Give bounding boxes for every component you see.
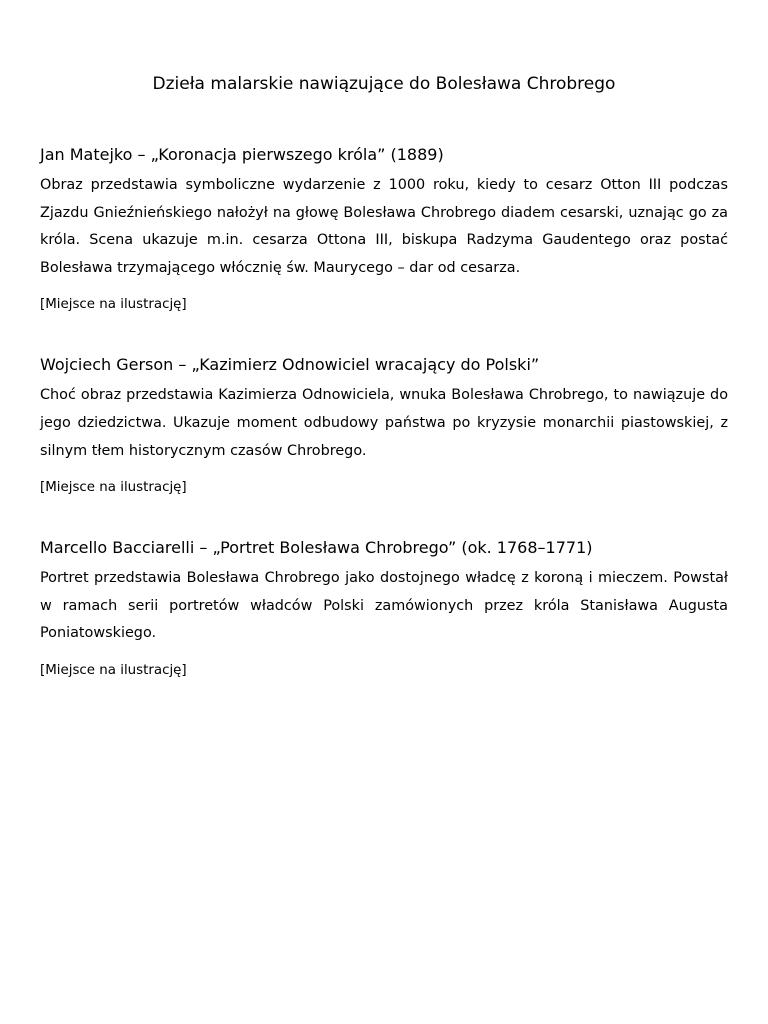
section-heading: Marcello Bacciarelli – „Portret Bolesława Chrobrego” (ok. 1768–1771): [40, 538, 593, 558]
document-title: Dzieła malarskie nawiązujące do Bolesława Chrobrego: [152, 74, 616, 94]
section-bacciarelli: [40, 497, 728, 680]
section-heading: Wojciech Gerson – „Kazimierz Odnowiciel wracający do Polski”: [40, 355, 540, 375]
section-body: Choć obraz przedstawia Kazimierza Odnowiciela, wnuka Bolesława Chrobrego, to nawiązuje do jego dziedzictwa. Ukazuje moment odbudowy państwa po kryzysie monarchii piastowskiej, z silnym tłem historycznym czasów Chrobrego.: [40, 387, 728, 459]
illustration-placeholder: [Miejsce na ilustrację]: [40, 297, 187, 313]
section-body: Portret przedstawia Bolesława Chrobrego jako dostojnego władcę z koroną i mieczem. Powstał w ramach serii portretów władców Polski zamówionych przez króla Stanisława Augusta Poniatowskiego.: [40, 570, 728, 642]
illustration-placeholder: [Miejsce na ilustrację]: [40, 662, 187, 678]
illustration-placeholder: [Miejsce na ilustrację]: [40, 480, 187, 496]
section-heading: Jan Matejko – „Koronacja pierwszego króla” (1889): [40, 145, 444, 164]
section-matejko: [40, 95, 728, 314]
section-body: Obraz przedstawia symboliczne wydarzenie z 1000 roku, kiedy to cesarz Otton III podczas Zjazdu Gnieźnieńskiego nałożył na głowę Bolesława Chrobrego diadem cesarski, uznając go za króla. Scena ukazuje m.in. cesarza Ottona III, biskupa Radzyma Gaudentego oraz postać Bolesława trzymającego włócznię św. Maurycego – dar od cesarza.: [40, 177, 728, 276]
section-gerson: [40, 314, 728, 497]
